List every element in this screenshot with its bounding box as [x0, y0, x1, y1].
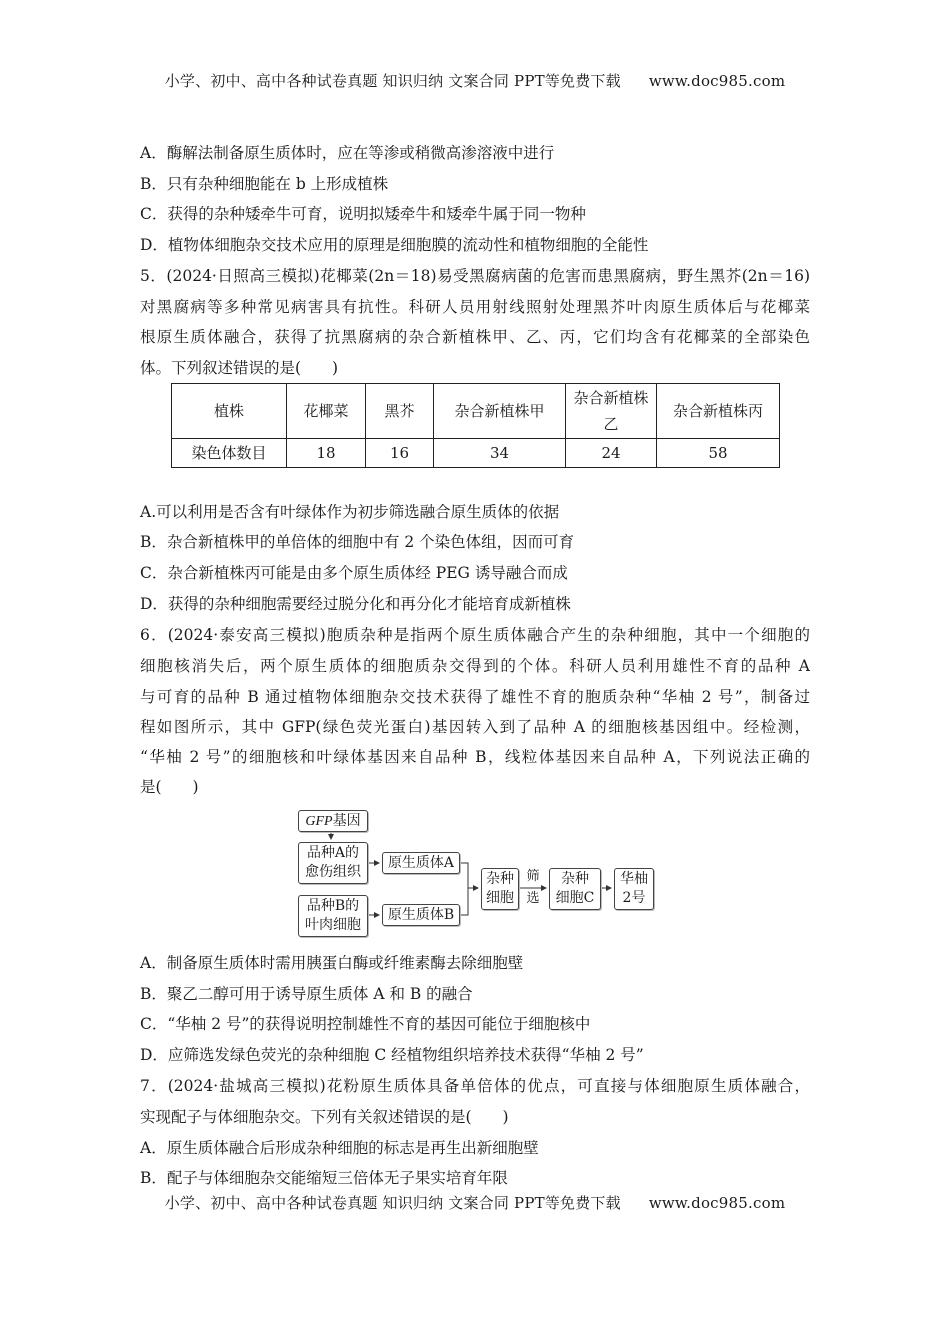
table-header-row [172, 384, 780, 439]
header-url: www.doc985.com [648, 72, 786, 90]
q6-stem-line: 与可育的品种 B 通过植物体细胞杂交技术获得了雄性不育的胞质杂种“华柚 2 号”，制备过 [140, 688, 810, 706]
protoplast-a-box [382, 852, 460, 874]
q4-option-c: C．获得的杂种矮牵牛可育，说明拟矮牵牛和矮牵牛属于同一物种 [140, 205, 586, 223]
hybrid-cell-line1: 杂种 [486, 871, 514, 887]
q6-option-c: C．“华柚 2 号”的获得说明控制雄性不育的基因可能位于细胞核中 [140, 1015, 591, 1033]
screening-char1: 筛 [526, 869, 540, 884]
header-text: 小学、初中、高中各种试卷真题 知识归纳 文案合同 PPT等免费下载 [164, 72, 621, 90]
q7-stem-line: 实现配子与体细胞杂交。下列有关叙述错误的是( ) [140, 1108, 509, 1126]
table-cell: 24 [566, 439, 657, 468]
q6-stem-line: 6．(2024·泰安高三模拟)胞质杂种是指两个原生质体融合产生的杂种细胞，其中一个细胞的 [140, 626, 810, 644]
huayou-2-box [614, 868, 654, 910]
bracket-line [460, 863, 468, 915]
hybrid-cell-line2: 细胞 [486, 890, 514, 906]
screening-char2: 选 [526, 891, 540, 906]
variety-a-callus-box [298, 842, 368, 884]
page-header [0, 70, 950, 91]
q5-stem-line: 对黑腐病等多种常见病害具有抗性。科研人员用射线照射处理黑芥叶肉原生质体后与花椰菜 [140, 298, 810, 316]
q7-stem-line: 7．(2024·盐城高三模拟)花粉原生质体具备单倍体的优点，可直接与体细胞原生质体融合， [140, 1077, 810, 1095]
q7-option-b: B．配子与体细胞杂交能缩短三倍体无子果实培育年限 [140, 1169, 508, 1187]
q5-stem-line: 体。下列叙述错误的是( ) [140, 359, 339, 377]
q7-option-a: A．原生质体融合后形成杂种细胞的标志是再生出新细胞壁 [140, 1139, 539, 1157]
q6-option-a: A．制备原生质体时需用胰蛋白酶或纤维素酶去除细胞壁 [140, 954, 524, 972]
table-header-cell: 杂合新植株丙 [657, 384, 780, 439]
gfp-gene-label: GFP基因 [305, 812, 361, 829]
wrapped-header-text: 杂合新植株乙 [573, 389, 649, 433]
flow-diagram [296, 808, 666, 933]
variety-a-line1: 品种A的 [306, 845, 360, 861]
q5-option-b: B．杂合新植株甲的单倍体的细胞中有 2 个染色体组，因而可育 [140, 533, 575, 551]
gfp-gene-box [298, 810, 368, 832]
footer-text: 小学、初中、高中各种试卷真题 知识归纳 文案合同 PPT等免费下载 [164, 1194, 621, 1212]
q5-stem-line: 根原生质体融合，获得了抗黑腐病的杂合新植株甲、乙、丙，它们均含有花椰菜的全部染色 [140, 328, 810, 346]
huayou-2-line1: 华柚 [620, 871, 648, 887]
q4-option-a: A．酶解法制备原生质体时，应在等渗或稍微高渗溶液中进行 [140, 144, 555, 162]
hybrid-cell-c-line2: 细胞C [555, 890, 595, 906]
protoplast-b-box [382, 904, 460, 926]
variety-a-line2: 愈伤组织 [305, 864, 361, 880]
table-row [172, 439, 780, 468]
q6-stem-line: 细胞核消失后，两个原生质体的细胞质杂交得到的个体。科研人员利用雄性不育的品种 A [140, 657, 810, 675]
table-header-cell: 植株 [172, 384, 287, 439]
q5-stem-line: 5．(2024·日照高三模拟)花椰菜(2n＝18)易受黑腐病菌的危害而患黑腐病，野生黑芥(2n＝16) [140, 267, 810, 285]
variety-b-line2: 叶肉细胞 [305, 917, 361, 933]
table-header-cell: 杂合新植株甲 [434, 384, 566, 439]
q5-option-a: A.可以利用是否含有叶绿体作为初步筛选融合原生质体的依据 [140, 503, 560, 521]
table-header-cell: 花椰菜 [287, 384, 366, 439]
q6-stem-line: 是( ) [140, 778, 199, 796]
variety-b-mesophyll-box [298, 895, 368, 937]
q6-option-b: B．聚乙二醇可用于诱导原生质体 A 和 B 的融合 [140, 985, 473, 1003]
hybrid-cell-c-line1: 杂种 [561, 871, 589, 887]
table-header-cell: 黑芥 [366, 384, 434, 439]
table-cell: 16 [366, 439, 434, 468]
table-cell: 34 [434, 439, 566, 468]
hybrid-cell-c-box [549, 868, 601, 910]
q6-stem-line: 程如图所示，其中 GFP(绿色荧光蛋白)基因转入到了品种 A 的细胞核基因组中。经检测， [140, 718, 810, 736]
protoplast-b-label: 原生质体B [387, 906, 455, 923]
footer-url: www.doc985.com [648, 1194, 786, 1212]
page-footer [0, 1192, 950, 1213]
q5-option-d: D．获得的杂种细胞需要经过脱分化和再分化才能培育成新植株 [140, 595, 571, 613]
protoplast-a-label: 原生质体A [387, 854, 455, 871]
q5-option-c: C．杂合新植株丙可能是由多个原生质体经 PEG 诱导融合而成 [140, 564, 568, 582]
hybrid-cell-box [481, 868, 519, 910]
table-row-label: 染色体数目 [172, 439, 287, 468]
q6-stem-line: “华柚 2 号”的细胞核和叶绿体基因来自品种 B，线粒体基因来自品种 A，下列说法正确的 [140, 748, 810, 766]
table-cell: 58 [657, 439, 780, 468]
q4-option-b: B．只有杂种细胞能在 b 上形成植株 [140, 175, 389, 193]
q4-option-d: D．植物体细胞杂交技术应用的原理是细胞膜的流动性和植物细胞的全能性 [140, 236, 649, 254]
huayou-2-line2: 2号 [622, 890, 646, 906]
table-cell: 18 [287, 439, 366, 468]
table-header-cell [566, 384, 657, 439]
variety-b-line1: 品种B的 [306, 898, 360, 914]
q6-option-d: D．应筛选发绿色荧光的杂种细胞 C 经植物组织培养技术获得“华柚 2 号” [140, 1046, 644, 1064]
chromosome-table [171, 383, 780, 468]
screening-label [525, 867, 541, 909]
